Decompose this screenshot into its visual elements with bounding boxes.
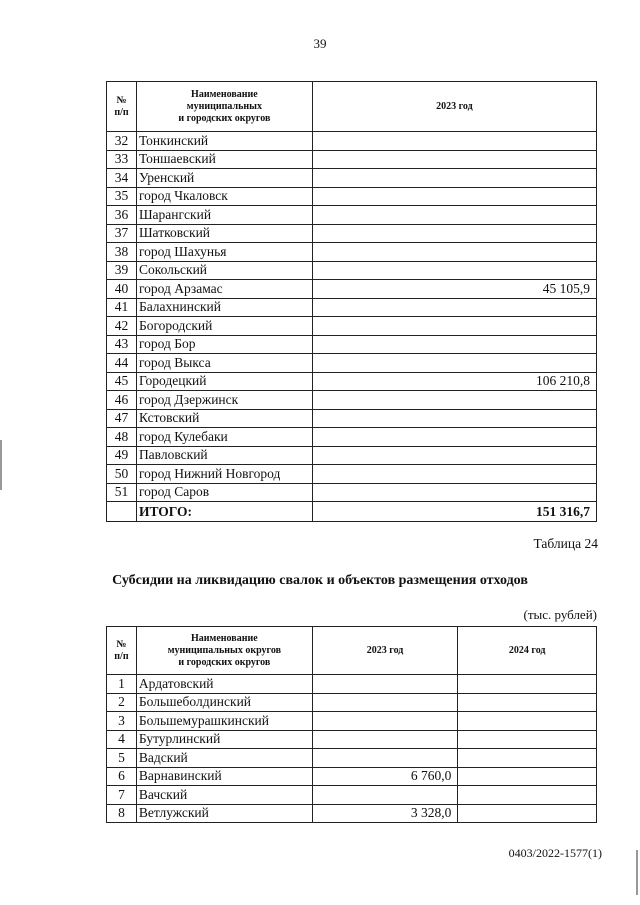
table-row xyxy=(107,132,597,151)
table-row xyxy=(107,767,597,786)
row-number: 46 xyxy=(107,391,137,410)
page-number: 39 xyxy=(313,36,327,51)
row-number: 49 xyxy=(107,446,137,465)
row-number: 37 xyxy=(107,224,137,243)
district-name: город Чкаловск xyxy=(136,187,312,206)
value-2023 xyxy=(312,465,596,484)
district-name: Тоншаевский xyxy=(136,150,312,169)
total-row xyxy=(107,502,597,522)
table-row xyxy=(107,224,597,243)
row-number: 38 xyxy=(107,243,137,262)
scan-edge-mark xyxy=(636,850,638,895)
district-name: Ветлужский xyxy=(136,804,312,823)
row-number: 39 xyxy=(107,261,137,280)
district-name: город Саров xyxy=(136,483,312,502)
document-code: 0403/2022-1577(1) xyxy=(508,846,602,860)
district-name: Шарангский xyxy=(136,206,312,225)
value-2023 xyxy=(312,391,596,410)
value-2024 xyxy=(458,804,597,823)
value-2023 xyxy=(312,206,596,225)
row-number: 34 xyxy=(107,169,137,188)
district-name: город Дзержинск xyxy=(136,391,312,410)
value-2023 xyxy=(312,317,596,336)
district-name: Богородский xyxy=(136,317,312,336)
value-2023 xyxy=(312,786,458,805)
value-2023 xyxy=(312,675,458,694)
table-row xyxy=(107,786,597,805)
district-name: Павловский xyxy=(136,446,312,465)
row-number: 35 xyxy=(107,187,137,206)
scan-edge-mark xyxy=(0,440,2,490)
table-row xyxy=(107,409,597,428)
district-name: Большемурашкинский xyxy=(136,712,312,731)
value-2023 xyxy=(312,446,596,465)
value-2023 xyxy=(312,169,596,188)
table-row xyxy=(107,712,597,731)
value-2023: 106 210,8 xyxy=(312,372,596,391)
value-2023 xyxy=(312,483,596,502)
value-2023 xyxy=(312,261,596,280)
row-number: 43 xyxy=(107,335,137,354)
section-title: Субсидии на ликвидацию свалок и объектов размещения отходов xyxy=(112,573,528,588)
row-number: 32 xyxy=(107,132,137,151)
table-row xyxy=(107,169,597,188)
value-2024 xyxy=(458,767,597,786)
district-name: Вадский xyxy=(136,749,312,768)
district-name: Варнавинский xyxy=(136,767,312,786)
row-number: 44 xyxy=(107,354,137,373)
table-row xyxy=(107,317,597,336)
table-row xyxy=(107,354,597,373)
row-number: 7 xyxy=(107,786,137,805)
district-name: город Кулебаки xyxy=(136,428,312,447)
row-number: 6 xyxy=(107,767,137,786)
col-header-2024: 2024 год xyxy=(458,627,597,675)
value-2023 xyxy=(312,224,596,243)
table-row xyxy=(107,150,597,169)
value-2023 xyxy=(312,150,596,169)
row-number: 33 xyxy=(107,150,137,169)
value-2023 xyxy=(312,298,596,317)
row-number: 41 xyxy=(107,298,137,317)
district-name: город Шахунья xyxy=(136,243,312,262)
table-row xyxy=(107,335,597,354)
value-2023 xyxy=(312,693,458,712)
value-2023: 45 105,9 xyxy=(312,280,596,299)
district-name: Вачский xyxy=(136,786,312,805)
table-row xyxy=(107,483,597,502)
col-header-name: Наименование муниципальных и городских округов xyxy=(136,82,312,132)
units-note: (тыс. рублей) xyxy=(523,607,597,622)
row-number: 4 xyxy=(107,730,137,749)
table-row xyxy=(107,243,597,262)
value-2023: 3 328,0 xyxy=(312,804,458,823)
value-2023 xyxy=(312,187,596,206)
col-header-2023: 2023 год xyxy=(312,627,458,675)
table-row xyxy=(107,446,597,465)
row-number: 3 xyxy=(107,712,137,731)
value-2024 xyxy=(458,675,597,694)
district-name: город Выкса xyxy=(136,354,312,373)
value-2023 xyxy=(312,749,458,768)
district-name: Ардатовский xyxy=(136,675,312,694)
table-row xyxy=(107,693,597,712)
row-number: 51 xyxy=(107,483,137,502)
district-name: Кстовский xyxy=(136,409,312,428)
table-landfill-subsidies xyxy=(106,626,597,823)
district-name: Тонкинский xyxy=(136,132,312,151)
district-name: Шатковский xyxy=(136,224,312,243)
total-num-cell xyxy=(107,502,137,522)
table-road-subsidies xyxy=(106,81,597,522)
table-row xyxy=(107,730,597,749)
value-2023: 6 760,0 xyxy=(312,767,458,786)
row-number: 40 xyxy=(107,280,137,299)
table-row xyxy=(107,206,597,225)
district-name: Бутурлинский xyxy=(136,730,312,749)
district-name: Уренский xyxy=(136,169,312,188)
value-2023 xyxy=(312,428,596,447)
value-2024 xyxy=(458,786,597,805)
total-label: ИТОГО: xyxy=(136,502,312,522)
district-name: Большеболдинский xyxy=(136,693,312,712)
row-number: 36 xyxy=(107,206,137,225)
table-row xyxy=(107,749,597,768)
row-number: 5 xyxy=(107,749,137,768)
value-2024 xyxy=(458,730,597,749)
row-number: 8 xyxy=(107,804,137,823)
value-2023 xyxy=(312,730,458,749)
col-header-num: № п/п xyxy=(107,627,137,675)
col-header-name: Наименование муниципальных округов и городских округов xyxy=(136,627,312,675)
row-number: 1 xyxy=(107,675,137,694)
total-value: 151 316,7 xyxy=(312,502,596,522)
table-row xyxy=(107,804,597,823)
value-2023 xyxy=(312,712,458,731)
table-row xyxy=(107,372,597,391)
value-2024 xyxy=(458,749,597,768)
table-label: Таблица 24 xyxy=(533,536,598,551)
value-2023 xyxy=(312,335,596,354)
value-2023 xyxy=(312,409,596,428)
row-number: 50 xyxy=(107,465,137,484)
table-row xyxy=(107,391,597,410)
table-row xyxy=(107,187,597,206)
row-number: 2 xyxy=(107,693,137,712)
district-name: город Арзамас xyxy=(136,280,312,299)
value-2024 xyxy=(458,693,597,712)
col-header-2023: 2023 год xyxy=(312,82,596,132)
value-2024 xyxy=(458,712,597,731)
district-name: город Нижний Новгород xyxy=(136,465,312,484)
district-name: Сокольский xyxy=(136,261,312,280)
row-number: 42 xyxy=(107,317,137,336)
row-number: 47 xyxy=(107,409,137,428)
table-row xyxy=(107,261,597,280)
table-row xyxy=(107,675,597,694)
col-header-num: № п/п xyxy=(107,82,137,132)
district-name: город Бор xyxy=(136,335,312,354)
table-row xyxy=(107,465,597,484)
value-2023 xyxy=(312,132,596,151)
district-name: Балахнинский xyxy=(136,298,312,317)
table-row xyxy=(107,280,597,299)
row-number: 45 xyxy=(107,372,137,391)
row-number: 48 xyxy=(107,428,137,447)
value-2023 xyxy=(312,243,596,262)
value-2023 xyxy=(312,354,596,373)
table-row xyxy=(107,428,597,447)
district-name: Городецкий xyxy=(136,372,312,391)
table-row xyxy=(107,298,597,317)
